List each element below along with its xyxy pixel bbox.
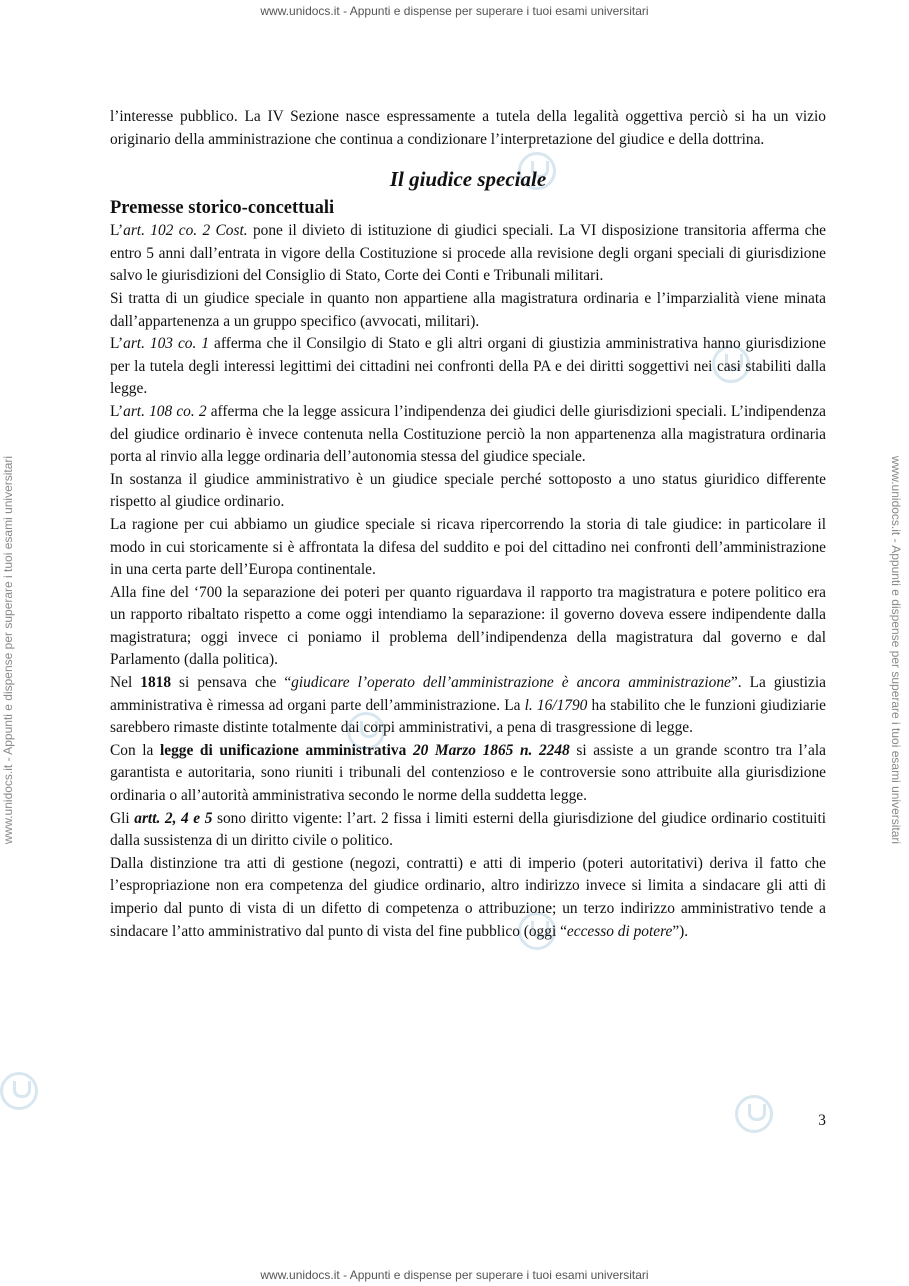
quote: eccesso di potere — [566, 922, 673, 940]
quote: giudicare l’operato dell’amministrazione è ancora amministrazione — [291, 674, 731, 692]
legal-reference: art. 102 co. 2 Cost. — [123, 222, 248, 240]
legal-reference: l. 16/1790 — [524, 696, 588, 714]
paragraph-giudice-speciale: Si tratta di un giudice speciale in quanto non appartiene alla magistratura ordinaria e l’imparzialità viene minata dall’appartenenza a un gruppo specifico (avvocati, militari). — [110, 289, 826, 330]
paragraph-artt-2-4-5: Gli artt. 2, 4 e 5 sono diritto vigente: l’art. 2 fissa i limiti esterni della giurisdizione del giudice ordinario costituiti dalla sussistenza di un diritto civile o politico. — [110, 809, 826, 850]
side-watermark-right: www.unidocs.it - Appunti e dispense per superare i tuoi esami universitari — [889, 455, 903, 845]
year: 1818 — [140, 674, 172, 692]
paragraph-ragione: La ragione per cui abbiamo un giudice speciale si ricava ripercorrendo la storia di tale giudice: in particolare il modo in cui storicamente si è affrontata la difesa del suddito e poi del cittadino nei confronti dell’amministrazione in una certa parte dell’Europa continentale. — [110, 515, 826, 579]
side-watermark-left: www.unidocs.it - Appunti e dispense per superare i tuoi esami universitari — [1, 455, 15, 845]
legal-reference: artt. 2, 4 e 5 — [134, 809, 213, 827]
legal-reference: 20 Marzo 1865 n. 2248 — [412, 741, 570, 759]
paragraph-unificazione: Con la legge di unificazione amministrativa 20 Marzo 1865 n. 2248 si assiste a un grande scontro tra l’ala garantista e autoritaria, sono riuniti i tribunali del contenzioso e le controversie sono attribuite alla giurisdizione ordinaria o all’autorità amministrativa secondo le norme della suddetta legge. — [110, 741, 826, 805]
paragraph-art-102: L’art. 102 co. 2 Cost. pone il divieto di istituzione di giudici speciali. La VI disposizione transitoria afferma che entro 5 anni dall’entrata in vigore della Costituzione si procede alla revisione degli organi speciali di giurisdizione salvo le giurisdizioni del Consiglio di Stato, Corte dei Conti e Tribunali militari. — [110, 222, 826, 285]
paragraph-distinzione: Dalla distinzione tra atti di gestione (negozi, contratti) e atti di imperio (poteri autoritativi) deriva il fatto che l’espropriazione non era competenza del giudice ordinario, altro indirizzo invece si limita a sindacare gli atti di imperio dal punto di vista di un difetto di competenza o attribuzione; un terzo indirizzo amministrativo tende a sindacare l’atto amministrativo dal punto di vista del fine pubblico (oggi “eccesso di potere”). — [110, 854, 826, 940]
section-title: Il giudice speciale — [389, 167, 547, 192]
subsection-title: Premesse storico-concettuali — [110, 198, 335, 219]
page-number: 3 — [818, 1112, 826, 1129]
legal-reference: art. 103 co. 1 — [123, 335, 210, 353]
intro-paragraph: l’interesse pubblico. La IV Sezione nasce espressamente a tutela della legalità oggettiva perciò si ha un vizio originario della amministrazione che continua a condizionare l’interpretazione del giudice e della dottrina. — [110, 108, 826, 148]
footer-banner: www.unidocs.it - Appunti e dispense per superare i tuoi esami universitari — [260, 1268, 649, 1282]
unidocs-logo-icon — [0, 1072, 38, 1110]
paragraph-art-108: L’art. 108 co. 2 afferma che la legge assicura l’indipendenza dei giudici delle giurisdizioni speciali. L’indipendenza del giudice ordinario è invece contenuta nella Costituzione perciò la non appartenenza alla magistratura ordinaria porta al rinvio alla legge ordinaria dell’autonomia stessa del giudice speciale. — [110, 402, 826, 466]
paragraph-art-103: L’art. 103 co. 1 afferma che il Consilgio di Stato e gli altri organi di giustizia amministrativa hanno giurisdizione per la tutela degli interessi legittimi dei cittadini nei confronti della PA e dei diritti soggettivi nei casi stabiliti dalla legge. — [110, 335, 826, 398]
paragraph-fine-700: Alla fine del ‘700 la separazione dei poteri per quanto riguardava il rapporto tra magistratura e potere politico era un rapporto ribaltato rispetto a come oggi intendiamo la separazione: il governo doveva essere indipendente dalla magistratura; oggi invece ci poniamo il problema dell’indipendenza della magistratura dal governo e dal Parlamento (dalla politica). — [110, 583, 826, 669]
paragraph-1818: Nel 1818 si pensava che “giudicare l’operato dell’amministrazione è ancora amministrazione”. La giustizia amministrativa è rimessa ad organi parte dell’amministrazione. La l. 16/1790 ha stabilito che le funzioni giudiziarie sarebbero rimaste distinte totalmente dai corpi amministrativi, a pena di trasgressione di legge. — [110, 674, 826, 737]
document-body — [110, 106, 826, 943]
header-banner: www.unidocs.it - Appunti e dispense per superare i tuoi esami universitari — [260, 4, 649, 18]
legal-reference: art. 108 co. 2 — [123, 402, 207, 420]
unidocs-logo-icon — [735, 1095, 773, 1133]
paragraph-sostanza: In sostanza il giudice amministrativo è un giudice speciale perché sottoposto a uno status giuridico differente rispetto al giudice ordinario. — [110, 470, 826, 511]
law-name: legge di unificazione amministrativa — [159, 741, 407, 759]
